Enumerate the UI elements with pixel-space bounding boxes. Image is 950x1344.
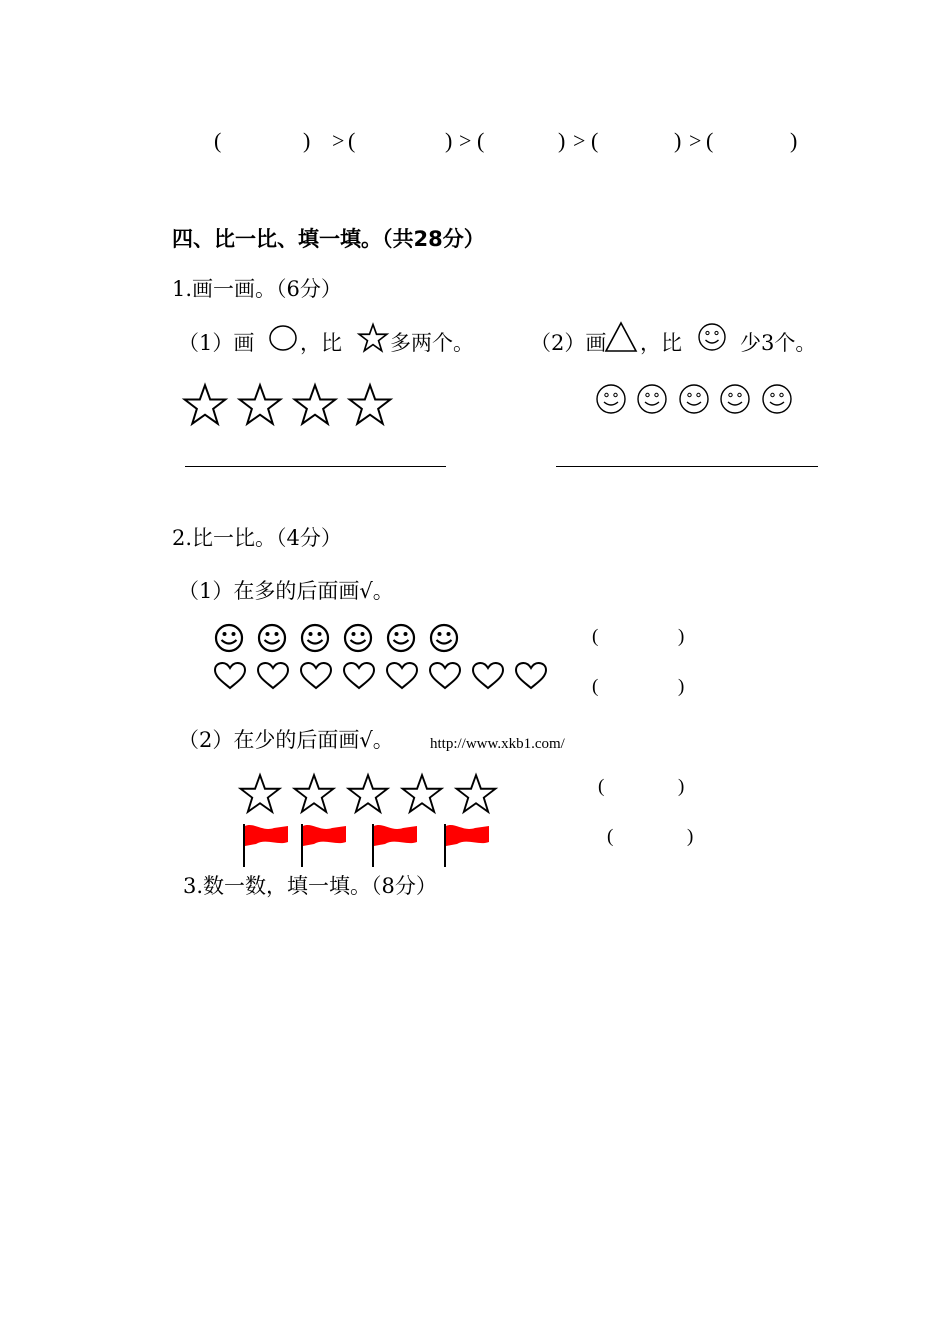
smiley-icon [213, 623, 245, 653]
smiley-icon [299, 623, 331, 653]
question-2-part-2: （2）在少的后面画√。 [178, 728, 394, 752]
greater-than: > [459, 128, 472, 153]
paren-open: ( [591, 128, 599, 153]
smiley-icon [385, 623, 417, 653]
answer-paren-open[interactable]: ( [607, 826, 614, 847]
heart-icon [385, 661, 419, 691]
part-1-compare: ，比 [300, 331, 342, 355]
paren-open: ( [214, 128, 222, 153]
answer-paren-close[interactable]: ) [687, 826, 694, 847]
answer-paren-open[interactable]: ( [592, 626, 599, 647]
star-icon [237, 383, 283, 427]
heart-icon [213, 661, 247, 691]
answer-paren-close[interactable]: ) [678, 776, 685, 797]
heart-icon [428, 661, 462, 691]
smiley-icon [428, 623, 460, 653]
flag-icon [441, 822, 491, 868]
answer-line-2[interactable] [556, 466, 818, 467]
question-1-title: 1.画一画。（6分） [172, 277, 342, 301]
answer-paren-close[interactable]: ) [678, 626, 685, 647]
part-2-end: 少3个。 [740, 331, 817, 355]
heart-icon [342, 661, 376, 691]
heart-icon [514, 661, 548, 691]
paren-open: ( [348, 128, 356, 153]
star-icon [182, 383, 228, 427]
greater-than: > [573, 128, 586, 153]
star-icon [455, 773, 497, 815]
paren-close: ) [558, 128, 566, 153]
greater-than: > [332, 128, 345, 153]
part-2-label: （2）画 [530, 331, 607, 355]
smiley-icon [595, 383, 627, 415]
heart-icon [299, 661, 333, 691]
smiley-icon [678, 383, 710, 415]
paren-close: ) [674, 128, 682, 153]
paren-open: ( [706, 128, 714, 153]
star-icon [401, 773, 443, 815]
paren-close: ) [303, 128, 311, 153]
flag-icon [369, 822, 419, 868]
question-2-title: 2.比一比。（4分） [172, 526, 342, 550]
smiley-icon [342, 623, 374, 653]
question-2-part-1: （1）在多的后面画√。 [178, 579, 394, 603]
smiley-icon [719, 383, 751, 415]
star-icon [239, 773, 281, 815]
watermark-url: http://www.xkb1.com/ [430, 736, 565, 752]
answer-paren-open[interactable]: ( [598, 776, 605, 797]
paren-close: ) [445, 128, 453, 153]
answer-paren-close[interactable]: ) [678, 676, 685, 697]
question-3-title: 3.数一数，填一填。（8分） [183, 874, 437, 898]
part-2-compare: ，比 [640, 331, 682, 355]
star-icon [292, 383, 338, 427]
triangle-icon [604, 321, 638, 353]
smiley-icon [636, 383, 668, 415]
flag-icon [240, 822, 290, 868]
paren-open: ( [477, 128, 485, 153]
star-icon [347, 383, 393, 427]
star-icon [293, 773, 335, 815]
smiley-icon [256, 623, 288, 653]
star-icon [347, 773, 389, 815]
heart-icon [256, 661, 290, 691]
paren-close: ) [790, 128, 798, 153]
smiley-icon [761, 383, 793, 415]
answer-line-1[interactable] [185, 466, 446, 467]
section-title: 四、比一比、填一填。（共28分） [172, 227, 485, 251]
answer-paren-open[interactable]: ( [592, 676, 599, 697]
star-icon [358, 323, 388, 353]
heart-icon [471, 661, 505, 691]
part-1-end: 多两个。 [390, 331, 474, 355]
greater-than: > [689, 128, 702, 153]
flag-icon [298, 822, 348, 868]
smiley-icon [697, 322, 727, 352]
circle-icon [268, 324, 298, 352]
part-1-label: （1）画 [178, 331, 255, 355]
